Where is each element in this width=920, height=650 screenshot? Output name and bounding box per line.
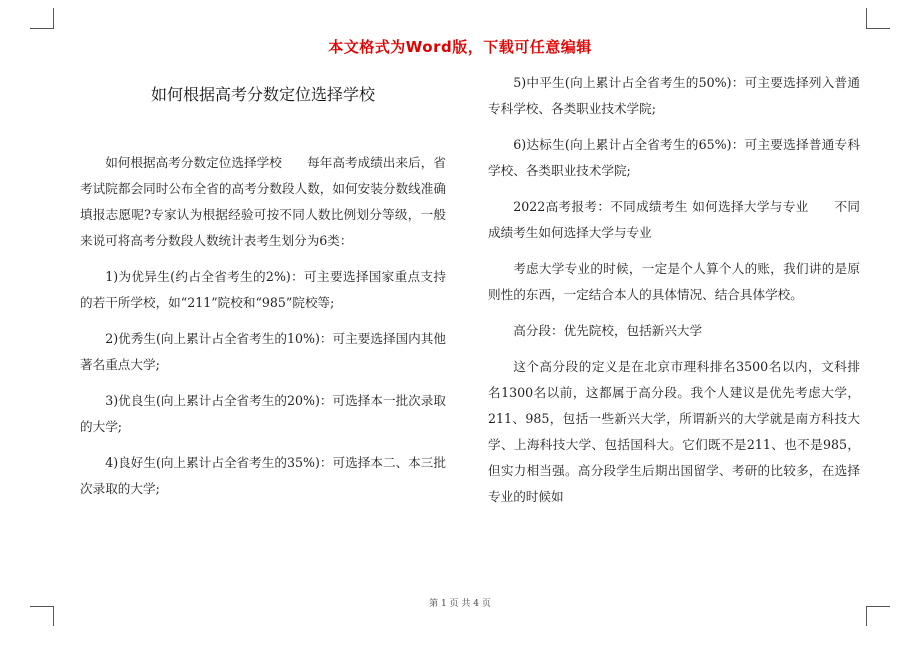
paragraph: 4)良好生(向上累计占全省考生的35%)：可选择本二、本三批次录取的大学; <box>80 455 446 496</box>
paragraph: 考虑大学专业的时候，一定是个人算个人的账，我们讲的是原则性的东西，一定结合本人的具体情况、结合具体学校。 <box>488 261 860 302</box>
crop-mark-bottom-right-v <box>866 606 867 626</box>
crop-mark-bottom-left-v <box>53 606 54 626</box>
paragraph: 3)优良生(向上累计占全省考生的20%)：可选择本一批次录取的大学; <box>80 393 446 434</box>
paragraph: 这个高分段的定义是在北京市理科排名3500名以内，文科排名1300名以前，这都属于高分段。我个人建议是优先考虑大学，211、985，包括一些新兴大学，所谓新兴的大学就是南方科技大学、上海科技大学、包括国科大。它们既不是211、也不是985，但实力相当强。高分段学生后期出国留学、考研的比较多，在选择专业的时候如 <box>488 359 860 504</box>
crop-mark-top-right-h <box>866 28 890 29</box>
paragraph: 1)为优异生(约占全省考生的2%)：可主要选择国家重点支持的若干所学校，如“211”院校和“985”院校等; <box>80 269 446 310</box>
crop-mark-top-left-v <box>53 8 54 28</box>
editable-word-banner: 本文格式为Word版，下载可任意编辑 <box>328 38 592 56</box>
paragraph: 5)中平生(向上累计占全省考生的50%)：可主要选择列入普通专科学校、各类职业技术学院; <box>488 75 860 116</box>
document-title: 如何根据高考分数定位选择学校 <box>150 85 375 104</box>
paragraph: 如何根据高考分数定位选择学校 每年高考成绩出来后，省考试院都会同时公布全省的高考分数段人数，如何安装分数线准确填报志愿呢?专家认为根据经验可按不同人数比例划分等级，一般来说可将高考分数段人数统计表考生划分为6类： <box>80 155 446 248</box>
crop-mark-top-left-h <box>30 28 54 29</box>
right-column <box>488 70 860 582</box>
page-number-footer: 第 1 页 共 4 页 <box>429 599 491 609</box>
paragraph: 2022高考报考：不同成绩考生 如何选择大学与专业 不同成绩考生如何选择大学与专业 <box>488 199 860 240</box>
crop-mark-top-right-v <box>866 8 867 28</box>
paragraph: 6)达标生(向上累计占全省考生的65%)：可主要选择普通专科学校、各类职业技术学院; <box>488 137 860 178</box>
paragraph: 2)优秀生(向上累计占全省考生的10%)：可主要选择国内其他著名重点大学; <box>80 331 446 372</box>
section-heading: 高分段：优先院校，包括新兴大学 <box>513 323 703 338</box>
left-column <box>80 80 446 590</box>
